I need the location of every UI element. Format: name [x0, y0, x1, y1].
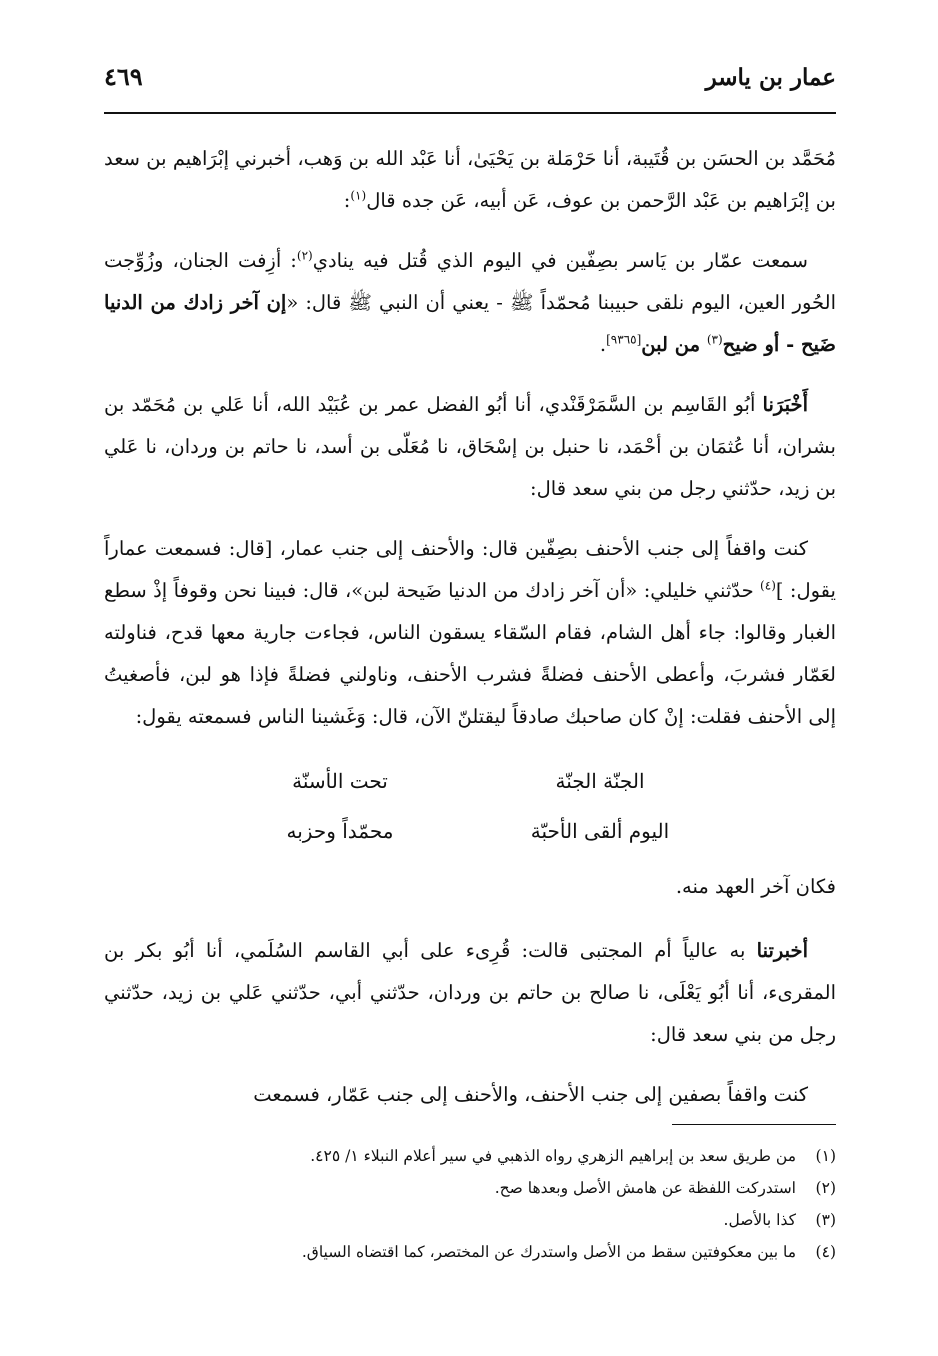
footnote: [104, 1204, 836, 1236]
poem: [104, 756, 836, 856]
footnote-ref: [٩٣٦٥]: [606, 332, 642, 347]
text-run: به عالياً أم المجتبى قالت: قُرِىء على أبي القاسم السُلَمي، أنا أبُو بكر بن المقرىء، أنا أبُو يَعْلَى، نا صالح بن حاتم بن وردان، حدّثني أبي، حدّثني عَلي بن زيد، حدّثني رجل من بني سعد قال:: [104, 939, 836, 1046]
bold-text: إن آخر زادك من الدنيا ضَيح - أو ضيح: [104, 291, 836, 356]
running-header: [104, 60, 836, 112]
footnote: [104, 1236, 836, 1268]
footnote-number: (٤): [815, 1243, 836, 1261]
poem-hemistich-right: الجنّة الجنّة: [555, 769, 645, 793]
footnotes: [104, 1140, 836, 1268]
text-run: .: [599, 333, 607, 356]
footnote: [104, 1140, 836, 1172]
text-run: : أزِفت الجنان، وزُوِّجت الحُور العين، اليوم نلقى حبيبنا مُحمّداً ﷺ - يعني أن النبي ﷺ قال: «: [104, 249, 836, 314]
paragraph-group: [104, 138, 836, 738]
text-run: سمعت عمّار بن يَاسر بصِفّين في اليوم الذي قُتل فيه ينادي: [312, 249, 808, 272]
poem-hemistich-left: محمّداً وحزبه: [286, 819, 394, 843]
text-run: حدّثني خليلي: «أن آخر زادك من الدنيا ضَيحة لبن»، قال: فبينا نحن وقوفاً إذْ سطع الغبار وقالوا: جاء أهل الشام، فقام السّقاء يسقون الناس، فجاءت جارية معها قدح، فناولته لعَمّار فشربَ، وأعطى الأحنف فضلةً فشرب الأحنف، وناولني فضلةً فإذا هو لبن، فأصغيتُ إلى الأحنف فقلت: إنْ كان صاحبك صادقاً ليقتلنّ الآن، قال: وَغَشينا الناس فسمعته يقول:: [104, 579, 836, 728]
footnote-number: (٢): [815, 1179, 836, 1197]
paragraph-group: [104, 930, 836, 1116]
footnote-number: (٣): [815, 1211, 836, 1229]
footnote-text: استدركت اللفظة عن هامش الأصل وبعدها صح.: [494, 1179, 796, 1197]
poem-hemistich-right: اليوم ألقى الأحبّة: [530, 819, 670, 843]
running-title: عمار بن ياسر: [705, 64, 836, 91]
poem-line: [104, 806, 836, 856]
footnote-ref: (٢): [296, 248, 313, 263]
main-text: [104, 138, 836, 1134]
header-rule: [104, 112, 836, 114]
text-run: كنت واقفاً إلى جنب الأحنف بصِفّين قال: والأحنف إلى جنب عمار، [قال: فسمعت عماراً يقول: ]: [104, 537, 836, 602]
paragraph: [104, 930, 836, 1056]
footnote: [104, 1172, 836, 1204]
paragraph: [104, 528, 836, 738]
footnote-rule: [672, 1124, 836, 1125]
bold-text: أَخْبَرَنا: [762, 393, 808, 416]
footnote-text: كذا بالأصل.: [723, 1211, 796, 1229]
paragraph: [104, 384, 836, 510]
after-poem-line: فكان آخر العهد منه.: [675, 875, 836, 898]
page-number: ٤٦٩: [104, 62, 143, 91]
bold-text: أخبرتنا: [756, 939, 808, 962]
text-run: كنت واقفاً بصفين إلى جنب الأحنف، والأحنف إلى جنب عَمّار، فسمعت: [253, 1083, 808, 1106]
text-run: أبُو القَاسِم بن السَّمَرْقَنْدي، أنا أبُو الفضل عمر بن عُبَيْد الله، أنا عَلي بن مُحَمّد بن بشران، أنا عُثمَان بن أحْمَد، نا حنبل بن إسْحَاق، نا مُعَلّى بن أسد، نا حاتم بن وردان، نا عَلي بن زيد، حدّثني رجل من بني سعد قال:: [104, 393, 836, 500]
bold-text: من لبن: [641, 333, 707, 356]
poem-line: [104, 756, 836, 806]
paragraph: [104, 138, 836, 222]
text-run: مُحَمَّد بن الحسَن بن قُتَيبة، أنا حَرْمَلة بن يَحْيَىٰ، أنا عَبْد الله بن وَهب، أخبرني إبْرَاهيم بن سعد بن إبْرَاهيم بن عَبْد الرَّحمن بن عوف، عَن أبيه، عَن جده قال: [104, 147, 836, 212]
footnote-text: ما بين معكوفتين سقط من الأصل واستدرك عن المختصر، كما اقتضاه السياق.: [301, 1243, 796, 1261]
paragraph: [104, 240, 836, 366]
footnote-text: من طريق سعد بن إبراهيم الزهري رواه الذهبي في سير أعلام النبلاء ١/ ٤٢٥.: [310, 1147, 796, 1165]
poem-hemistich-left: تحت الأسنّة: [292, 769, 388, 793]
footnote-ref: (٣): [706, 332, 723, 347]
footnote-ref: (٤): [760, 578, 776, 593]
text-run: :: [343, 189, 351, 212]
paragraph: [104, 1074, 836, 1116]
footnote-number: (١): [815, 1147, 836, 1165]
footnote-ref: (١): [350, 188, 367, 203]
